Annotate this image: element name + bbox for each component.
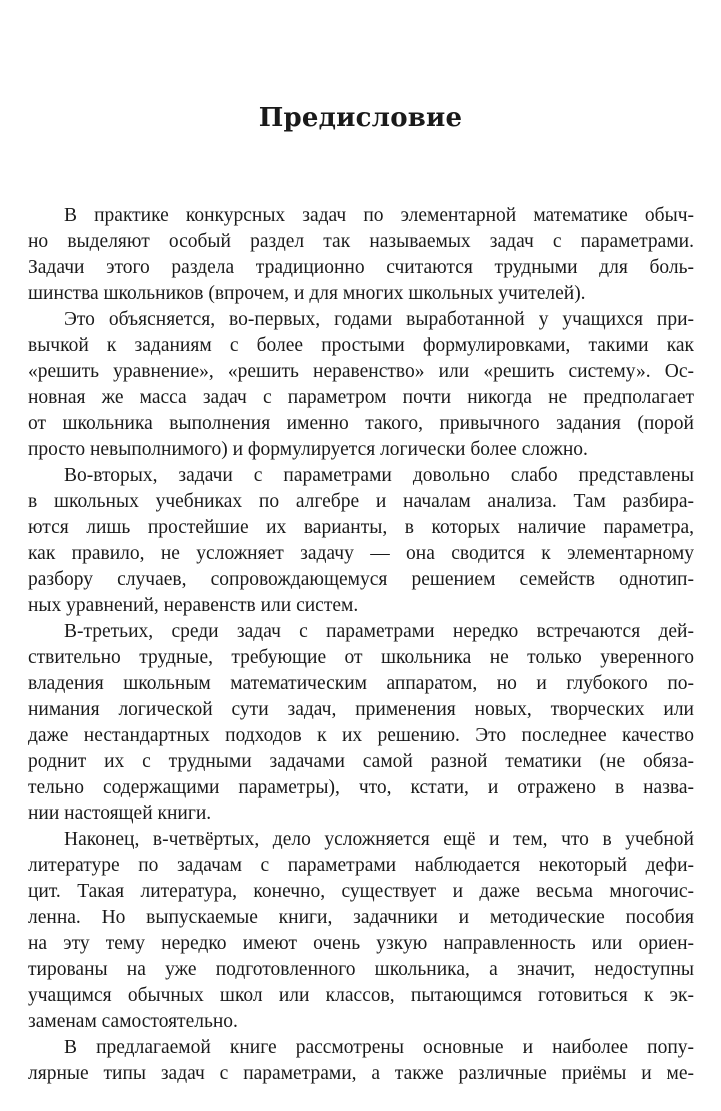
text-line: тированы на уже подготовленного школьника, а значит, недоступны xyxy=(28,959,694,980)
text-line: в школьных учебниках по алгебре и началам анализа. Там разбира- xyxy=(28,491,694,512)
text-line: лярные типы задач с параметрами, а также различные приёмы и ме- xyxy=(28,1063,694,1084)
text-line: В предлагаемой книге рассмотрены основные и наиболее попу- xyxy=(64,1037,694,1058)
text-line: шинства школьников (впрочем, и для многих школьных учителей). xyxy=(28,283,586,304)
text-line: Это объясняется, во-первых, годами выработанной у учащихся при- xyxy=(64,309,694,330)
text-line: даже нестандартных подходов к их решению. Это последнее качество xyxy=(28,725,694,746)
text-line: просто невыполнимого) и формулируется логически более сложно. xyxy=(28,439,588,460)
text-line: Во-вторых, задачи с параметрами довольно слабо представлены xyxy=(64,465,694,486)
page-title: Предисловие xyxy=(258,103,463,133)
text-line: заменам самостоятельно. xyxy=(28,1011,238,1032)
text-line: как правило, не усложняет задачу — она сводится к элементарному xyxy=(28,543,694,564)
text-line: разбору случаев, сопровождающемуся решением семейств однотип- xyxy=(28,569,694,590)
text-line: «решить уравнение», «решить неравенство» или «решить систему». Ос- xyxy=(28,361,694,382)
text-line: тельно содержащими параметры), что, кстати, и отражено в назва- xyxy=(28,777,694,798)
text-line: нии настоящей книги. xyxy=(28,803,212,824)
text-line: от школьника выполнения именно такого, привычного задания (порой xyxy=(28,413,694,434)
text-line: на эту тему нередко имеют очень узкую направленность или ориен- xyxy=(28,933,694,954)
text-line: В практике конкурсных задач по элементарной математике обыч- xyxy=(64,205,694,226)
text-line: роднит их с трудными задачами самой разной тематики (не обяза- xyxy=(28,751,694,772)
text-line: Задачи этого раздела традиционно считаются трудными для боль- xyxy=(28,257,694,278)
text-line: Наконец, в-четвёртых, дело усложняется ещё и тем, что в учебной xyxy=(64,829,694,850)
preface-text xyxy=(28,203,694,1087)
text-line: ных уравнений, неравенств или систем. xyxy=(28,595,359,616)
text-line: владения школьным математическим аппаратом, но и глубокого по- xyxy=(28,673,694,694)
text-line: литературе по задачам с параметрами наблюдается некоторый дефи- xyxy=(28,855,694,876)
text-line: вычкой к заданиям с более простыми формулировками, такими как xyxy=(28,335,694,356)
text-line: В-третьих, среди задач с параметрами нередко встречаются дей- xyxy=(64,621,694,642)
text-line: ленна. Но выпускаемые книги, задачники и методические пособия xyxy=(28,907,694,928)
text-line: цит. Такая литература, конечно, существует и даже весьма многочис- xyxy=(28,881,694,902)
text-line: нимания логической сути задач, применения новых, творческих или xyxy=(28,699,694,720)
text-line: но выделяют особый раздел так называемых задач с параметрами. xyxy=(28,231,694,252)
text-line: ются лишь простейшие их варианты, в которых наличие параметра, xyxy=(28,517,694,538)
text-line: новная же масса задач с параметром почти никогда не предполагает xyxy=(28,387,694,408)
text-line: ствительно трудные, требующие от школьника не только уверенного xyxy=(28,647,694,668)
text-line: учащимся обычных школ или классов, пытающимся готовиться к эк- xyxy=(28,985,694,1006)
